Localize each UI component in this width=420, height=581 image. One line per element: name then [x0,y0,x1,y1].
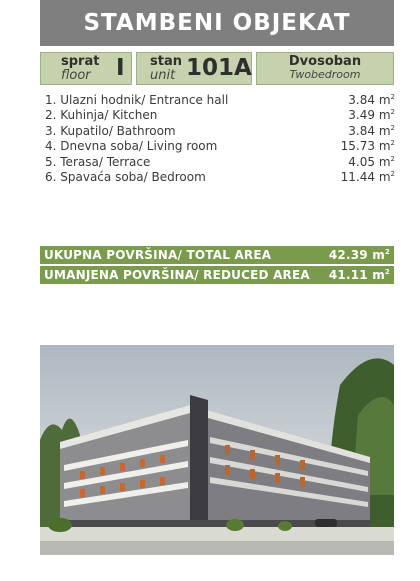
total-area-label: UKUPNA POVRŠINA/ TOTAL AREA [44,248,272,262]
list-item [45,92,395,108]
total-area-bar [40,246,394,264]
total-area-value: 42.39 $m^2$ [328,248,390,262]
unit-value: 101A [186,55,252,81]
list-item [45,139,395,155]
room-name: 2. Kuhinja/ Kitchen [45,108,158,123]
reduced-area-value: 41.11 $m^2$ [328,268,390,282]
list-item [45,108,395,124]
type-sublabel: Twobedroom [289,68,361,81]
room-area: 3.49 $m^2$ [348,108,395,123]
unit-box [136,52,252,85]
room-area: 11.44 $m^2$ [340,170,395,185]
floor-value: I [116,55,125,81]
room-area: 4.05 $m^2$ [348,154,395,169]
title-bar [40,0,394,46]
list-item [45,170,395,186]
type-box [256,52,394,85]
floor-label: sprat [61,54,100,69]
floor-sublabel: floor [61,68,91,83]
room-name: 3. Kupatilo/ Bathroom [45,123,176,138]
unit-sublabel: unit [150,68,176,83]
floor-box [40,52,132,85]
reduced-area-label: UMANJENA POVRŠINA/ REDUCED AREA [44,268,310,282]
room-name: 6. Spavaća soba/ Bedroom [45,170,206,185]
room-area: 3.84 $m^2$ [348,123,395,138]
page-title: STAMBENI OBJEKAT [83,10,351,36]
building-render-image [40,345,394,555]
room-list [45,92,395,185]
building-render [40,345,394,555]
room-name: 5. Terasa/ Terrace [45,154,151,169]
room-name: 4. Dnevna soba/ Living room [45,139,218,154]
reduced-area-bar [40,266,394,284]
type-label: Dvosoban [288,54,362,69]
room-name: 1. Ulazni hodnik/ Entrance hall [45,92,229,107]
room-area: 3.84 $m^2$ [348,92,395,107]
unit-label: stan [150,54,182,69]
list-item [45,154,395,170]
list-item [45,123,395,139]
room-area: 15.73 $m^2$ [340,139,395,154]
